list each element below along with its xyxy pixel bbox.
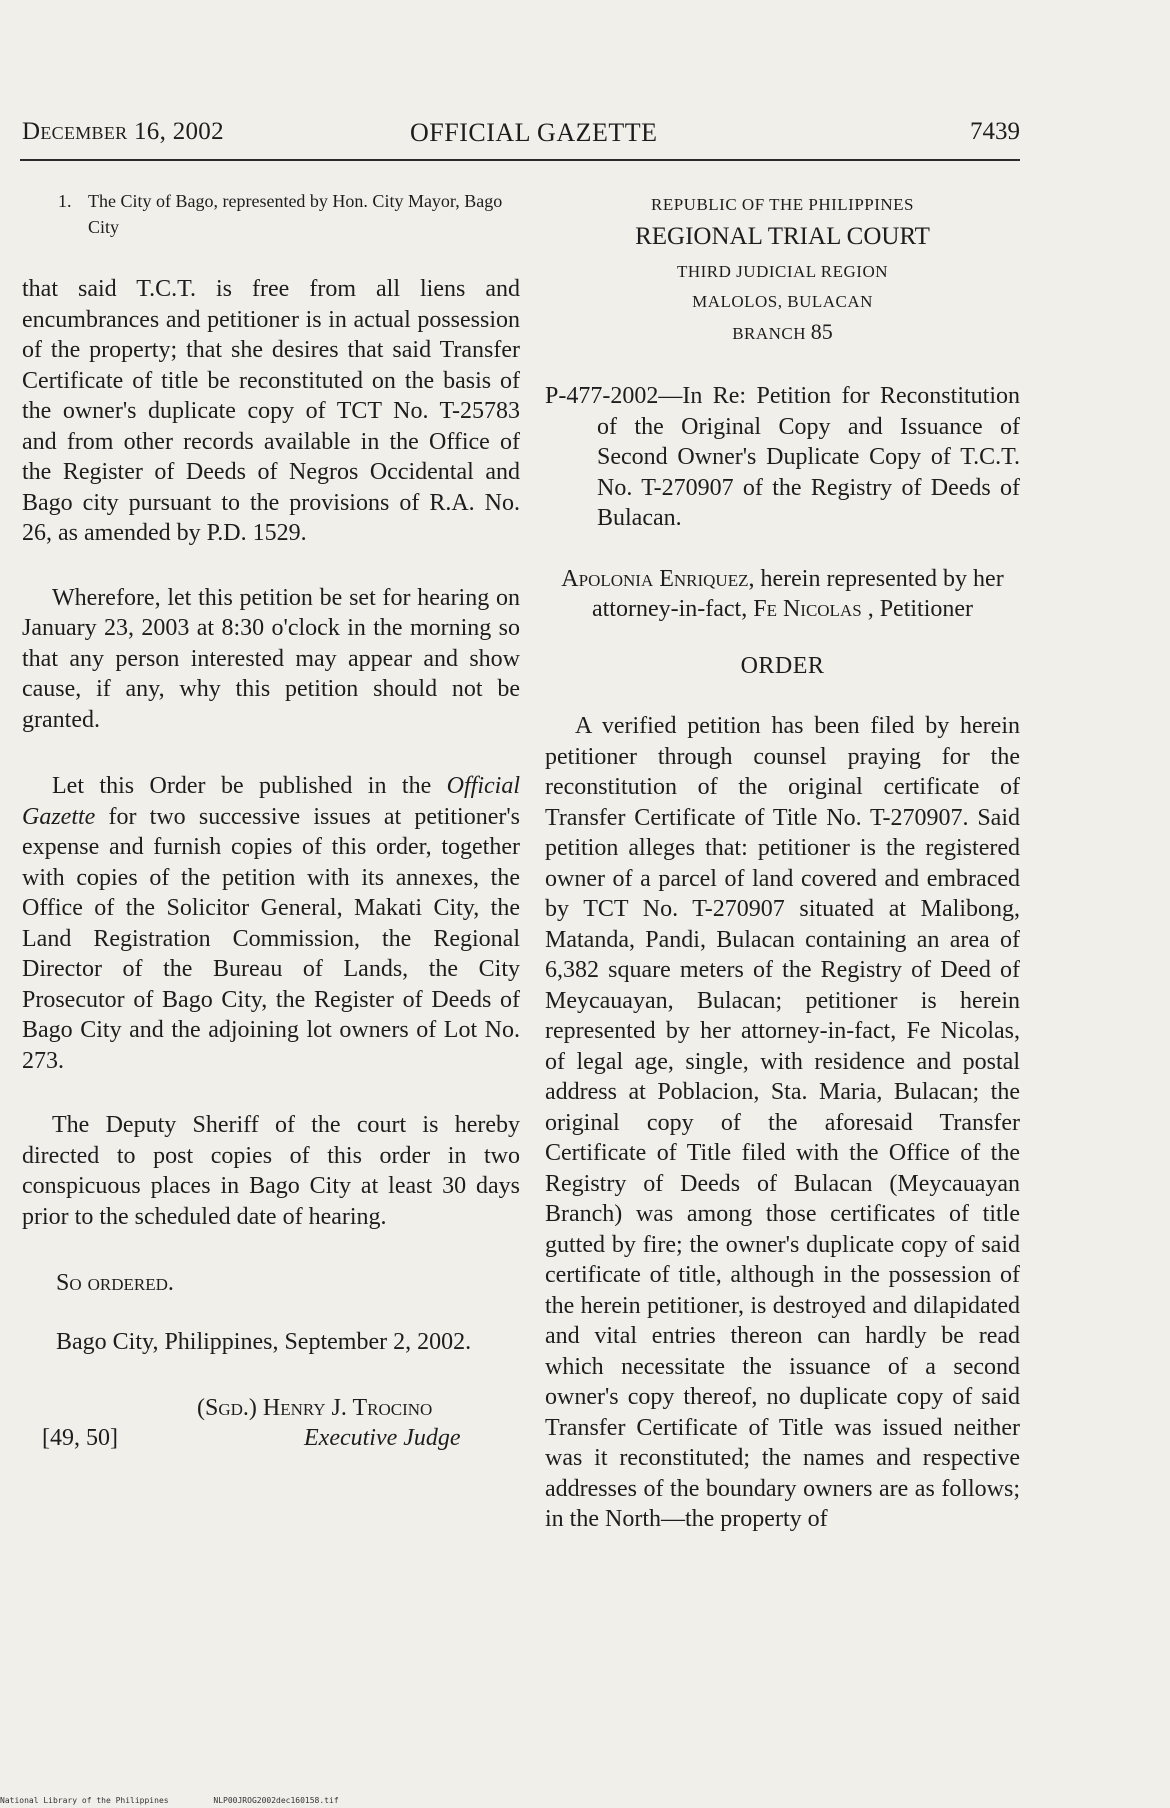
publication-text-start: Let this Order be published in the: [52, 773, 447, 799]
location-heading: MALOLOS, BULACAN: [692, 292, 873, 311]
issue-date: December 16, 2002: [22, 118, 224, 145]
file-name: NLP00JROG2002dec160158.tif: [213, 1796, 339, 1805]
judge-signature: (Sgd.) Henry J. Trocino: [197, 1395, 433, 1421]
parties-middle: , herein represented by her attorney-in-fact,: [591, 565, 1004, 622]
header-rule: [20, 159, 1020, 161]
publication-text-end: for two successive issues at petitioner's expense and furnish copies of this order, together with copies of the petition with its annexes, the Office of the Solicitor General, Makati City, the Land Registration Commission, the Regional Director of the Bureau of Lands, the City Prosecutor of Bago City, the Register of Deeds of Bago City and the adjoining lot owners of Lot No. 273.: [22, 803, 520, 1074]
republic-heading: REPUBLIC OF THE PHILIPPINES: [650, 195, 915, 214]
case-caption: P-477-2002—In Re: Petition for Reconstitution of the Original Copy and Issuance of Second Owner's Duplicate Copy of T.C.T. No. T-270907 of the Registry of Deeds of Bulacan.: [545, 383, 1020, 531]
attorney-name: Fe Nicolas: [753, 596, 862, 622]
list-item: [58, 188, 520, 240]
left-column: [22, 188, 520, 1457]
paragraph-reconstitution: that said T.C.T. is free from all liens and encumbrances and petitioner is in actual possession of the property; that she desires that said Transfer Certificate of title be reconstituted on the basis of the owner's duplicate copy of TCT No. T-25783 and from other records available in the Office of the Register of Deeds of Negros Occidental and Bago city pursuant to the provisions of R.A. No. 26, as amended by P.D. 1529.: [22, 276, 520, 546]
library-credit: National Library of the Philippines: [0, 1796, 169, 1805]
parties-end: , Petitioner: [861, 596, 974, 622]
paragraph-hearing: Wherefore, let this petition be set for hearing on January 23, 2003 at 8:30 o'clock in the morning so that any person interested may appear and show cause, if any, why this petition should not be granted.: [22, 584, 520, 733]
list-item-number: 1.: [58, 191, 72, 211]
parties: [545, 564, 1020, 625]
region-heading: THIRD JUDICIAL REGION: [676, 262, 888, 281]
paragraph-sheriff: The Deputy Sheriff of the court is hereby directed to post copies of this order in two conspicuous places in Bago City at least 30 days prior to the scheduled date of hearing.: [22, 1112, 520, 1230]
court-heading: REGIONAL TRIAL COURT: [635, 223, 930, 250]
branch-label: BRANCH: [732, 324, 807, 343]
page-header: [22, 118, 1020, 158]
order-heading: ORDER: [740, 652, 825, 679]
branch-heading: [545, 317, 1020, 349]
right-column: [545, 193, 1020, 1535]
paragraph-publication: [22, 771, 520, 1076]
gazette-name: Official Gazette: [22, 773, 520, 830]
publication-title: OFFICIAL GAZETTE: [410, 118, 658, 147]
order-text: A verified petition has been filed by herein petitioner through counsel praying for the reconstitution of the original certificate of Transfer Certificate of Title No. T-270907. Said petition alleges that: petitioner is the registered owner of a parcel of land covered and embraced by TCT No. T-270907 situated at Malibong, Matanda, Pandi, Bulacan containing an area of 6,382 square meters of the Registry of Deed of Meycauayan, Bulacan; petitioner is herein represented by her attorney-in-fact, Fe Nicolas, of legal age, single, with residence and postal address at Poblacion, Sta. Maria, Bulacan; the original copy of the aforesaid Transfer Certificate of Title filed with the Office of the Registry of Deeds of Bulacan (Meycauayan Branch) was among those certificates of title gutted by fire; the owner's duplicate copy of said certificate of title, although in the possession of the herein petitioner, is destroyed and dilapidated and vital entries thereon can hardly be read which necessitate the issuance of a second owner's copy thereof, no duplicate copy of said Transfer Certificate of Title was issued neither was it reconstituted; the names and respective addresses of the boundary owners are as follows; in the North—the property of: [545, 713, 1020, 1532]
petitioner-name: Apolonia Enriquez: [561, 565, 749, 592]
so-ordered: So ordered.: [56, 1270, 174, 1296]
scan-footer: [0, 1796, 379, 1805]
judge-title: Executive Judge: [304, 1425, 461, 1451]
branch-number: 85: [810, 319, 833, 344]
page-number: 7439: [970, 118, 1020, 145]
issue-reference: [49, 50]: [42, 1425, 118, 1451]
signature-block: [22, 1393, 520, 1457]
place-date: Bago City, Philippines, September 2, 2002.: [56, 1328, 472, 1355]
list-item-text: The City of Bago, represented by Hon. City Mayor, Bago City: [88, 191, 503, 237]
